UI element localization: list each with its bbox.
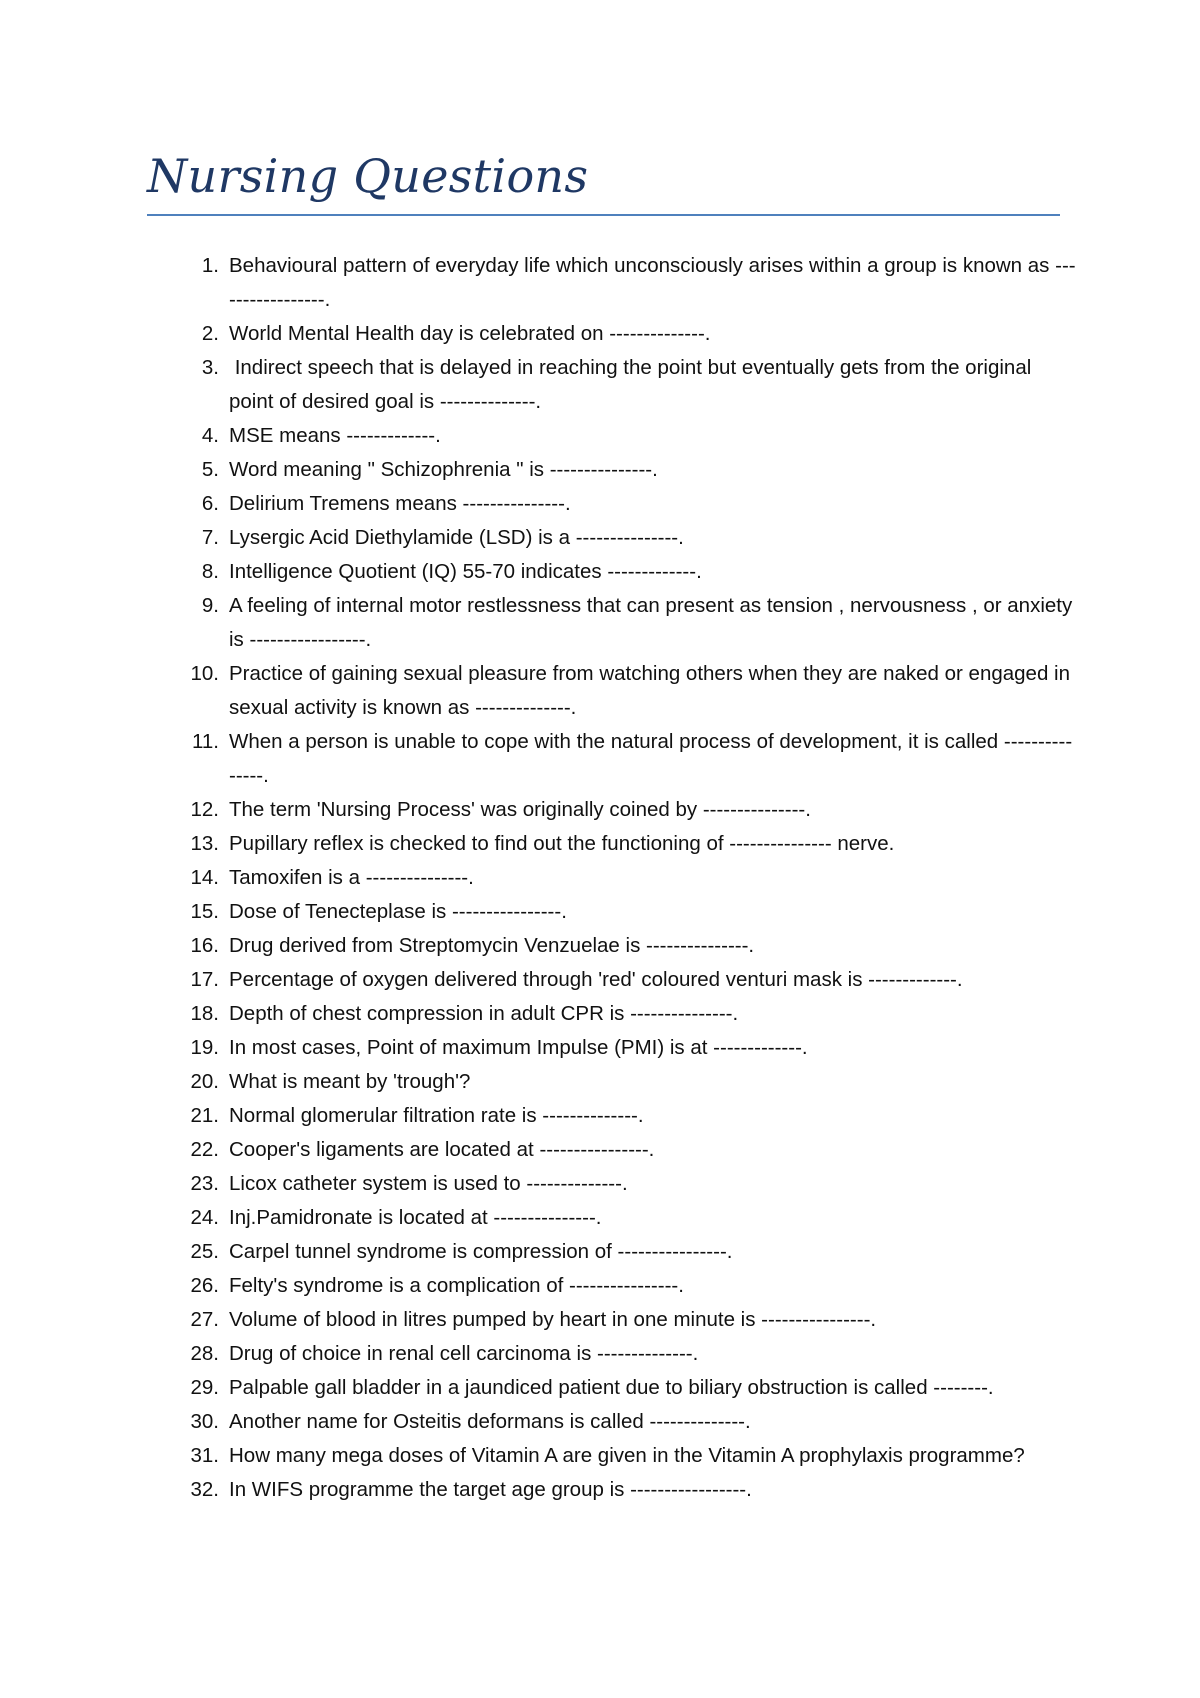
- question-number: 23.: [190, 1172, 219, 1195]
- question-item: [147, 793, 1077, 827]
- question-item: [147, 1235, 1077, 1269]
- question-text: World Mental Health day is celebrated on --------------.: [229, 322, 711, 345]
- question-number: 7.: [201, 526, 219, 549]
- question-text: Felty's syndrome is a complication of ----------------.: [229, 1274, 684, 1297]
- question-item: [147, 963, 1077, 997]
- question-text: In WIFS programme the target age group is -----------------.: [229, 1478, 752, 1501]
- question-item: [147, 725, 1077, 793]
- question-number: 29.: [190, 1376, 219, 1399]
- question-text: Word meaning " Schizophrenia " is ---------------.: [229, 458, 658, 481]
- question-text: In most cases, Point of maximum Impulse (PMI) is at -------------.: [229, 1036, 808, 1059]
- question-number: 4.: [201, 424, 219, 447]
- question-item: [147, 1065, 1077, 1099]
- question-item: [147, 1303, 1077, 1337]
- question-item: [147, 249, 1077, 317]
- question-number: 6.: [201, 492, 219, 515]
- question-text: Percentage of oxygen delivered through 'red' coloured venturi mask is -------------.: [229, 968, 963, 991]
- question-text: The term 'Nursing Process' was originally coined by ---------------.: [229, 798, 811, 821]
- question-item: [147, 827, 1077, 861]
- question-number: 3.: [201, 356, 219, 379]
- question-text: Depth of chest compression in adult CPR is ---------------.: [229, 1002, 739, 1025]
- question-item: [147, 589, 1077, 657]
- question-text: Palpable gall bladder in a jaundiced patient due to biliary obstruction is called --------.: [229, 1376, 994, 1399]
- question-item: [147, 861, 1077, 895]
- question-item: [147, 555, 1077, 589]
- question-number: 13.: [190, 832, 219, 855]
- question-text: Lysergic Acid Diethylamide (LSD) is a ---------------.: [229, 526, 684, 549]
- question-text: Practice of gaining sexual pleasure from watching others when they are naked or engaged in sexual activity is known as --------------.: [229, 662, 1076, 719]
- question-text: Cooper's ligaments are located at ----------------.: [229, 1138, 655, 1161]
- question-text: How many mega doses of Vitamin A are given in the Vitamin A prophylaxis programme?: [229, 1444, 1025, 1467]
- question-item: [147, 1031, 1077, 1065]
- question-number: 20.: [190, 1070, 219, 1093]
- question-text: Tamoxifen is a ---------------.: [229, 866, 474, 889]
- question-text: Dose of Tenecteplase is ----------------.: [229, 900, 567, 923]
- question-number: 12.: [190, 798, 219, 821]
- question-number: 31.: [190, 1444, 219, 1467]
- question-item: [147, 1405, 1077, 1439]
- question-item: [147, 1099, 1077, 1133]
- question-item: [147, 657, 1077, 725]
- question-number: 9.: [201, 594, 219, 617]
- question-number: 5.: [201, 458, 219, 481]
- question-text: Drug of choice in renal cell carcinoma is --------------.: [229, 1342, 699, 1365]
- question-number: 17.: [190, 968, 219, 991]
- question-item: [147, 1167, 1077, 1201]
- question-text: Intelligence Quotient (IQ) 55-70 indicates -------------.: [229, 560, 702, 583]
- question-number: 21.: [190, 1104, 219, 1127]
- question-text: Pupillary reflex is checked to find out the functioning of --------------- nerve.: [229, 832, 895, 855]
- question-number: 11.: [192, 730, 219, 753]
- question-item: [147, 453, 1077, 487]
- question-text: Volume of blood in litres pumped by heart in one minute is ----------------.: [229, 1308, 877, 1331]
- question-item: [147, 1201, 1077, 1235]
- question-text: Inj.Pamidronate is located at ---------------.: [229, 1206, 602, 1229]
- question-item: [147, 1133, 1077, 1167]
- question-text: Indirect speech that is delayed in reaching the point but eventually gets from the original point of desired goal is --------------.: [229, 356, 1037, 413]
- question-item: [147, 317, 1077, 351]
- question-number: 32.: [190, 1478, 219, 1501]
- question-item: [147, 351, 1077, 419]
- question-item: [147, 487, 1077, 521]
- question-text: A feeling of internal motor restlessness that can present as tension , nervousness , or anxiety is -----------------.: [229, 594, 1078, 651]
- question-list: [147, 249, 1077, 1507]
- question-text: When a person is unable to cope with the natural process of development, it is called ---------------.: [229, 730, 1073, 787]
- question-number: 27.: [190, 1308, 219, 1331]
- question-text: Another name for Osteitis deformans is called --------------.: [229, 1410, 751, 1433]
- question-number: 24.: [190, 1206, 219, 1229]
- question-item: [147, 1371, 1077, 1405]
- question-number: 25.: [190, 1240, 219, 1263]
- question-number: 19.: [190, 1036, 219, 1059]
- question-item: [147, 419, 1077, 453]
- question-number: 10.: [190, 662, 219, 685]
- question-text: Delirium Tremens means ---------------.: [229, 492, 571, 515]
- question-number: 30.: [190, 1410, 219, 1433]
- question-text: Carpel tunnel syndrome is compression of ----------------.: [229, 1240, 733, 1263]
- question-item: [147, 1473, 1077, 1507]
- question-text: MSE means -------------.: [229, 424, 441, 447]
- question-text: Behavioural pattern of everyday life which unconsciously arises within a group is known as -----------------.: [229, 254, 1076, 311]
- question-item: [147, 997, 1077, 1031]
- question-item: [147, 521, 1077, 555]
- question-item: [147, 929, 1077, 963]
- question-number: 18.: [190, 1002, 219, 1025]
- question-text: Licox catheter system is used to --------------.: [229, 1172, 628, 1195]
- question-number: 16.: [190, 934, 219, 957]
- question-number: 28.: [190, 1342, 219, 1365]
- question-number: 14.: [190, 866, 219, 889]
- question-number: 26.: [190, 1274, 219, 1297]
- page-title: Nursing Questions: [147, 149, 589, 203]
- question-item: [147, 895, 1077, 929]
- question-number: 8.: [201, 560, 219, 583]
- question-text: Drug derived from Streptomycin Venzuelae is ---------------.: [229, 934, 755, 957]
- question-item: [147, 1337, 1077, 1371]
- question-text: Normal glomerular filtration rate is --------------.: [229, 1104, 644, 1127]
- question-text: What is meant by 'trough'?: [229, 1070, 471, 1093]
- title-underline: [147, 214, 1060, 216]
- question-number: 2.: [201, 322, 219, 345]
- question-number: 1.: [201, 254, 219, 277]
- question-item: [147, 1439, 1077, 1473]
- question-number: 15.: [190, 900, 219, 923]
- question-item: [147, 1269, 1077, 1303]
- question-number: 22.: [190, 1138, 219, 1161]
